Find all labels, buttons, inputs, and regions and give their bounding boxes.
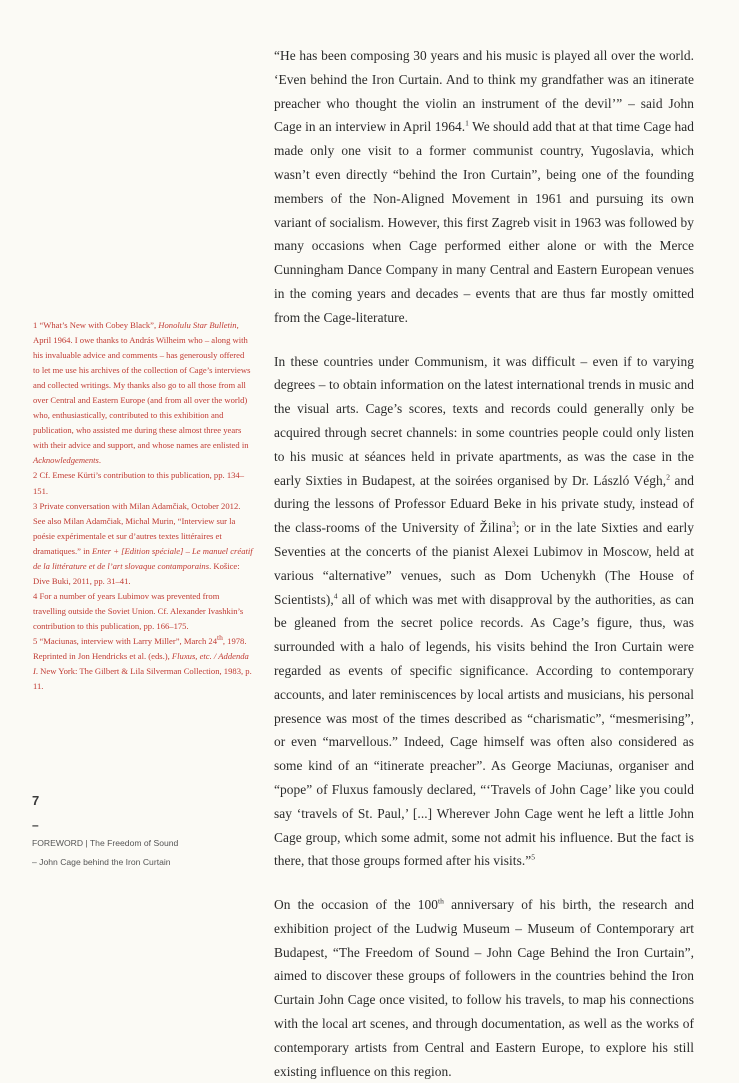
footnote-3-title: Enter + [Edition spéciale] – Le manuel créatif de la littérature et de l’art slovaque contamporains — [33, 545, 253, 571]
paragraph-2-part-b: and during the lessons of Professor Eduard Beke in his private study, instead of the class-rooms of the University of Žilina — [274, 472, 694, 536]
footnote-5 — [33, 634, 253, 694]
paragraph-3-part-b: anniversary of his birth, the research and exhibition project of the Ludwig Museum – Museum of Contemporary art Budapest, “The Freedom of Sound – John Cage Behind the Iron Curtain”, aimed to discover these groups of followers in the countries behind the Iron Curtain John Cage once visited, to follow his travels, to map his connections with the local art scenes, and through documentation, as well as the works of contemporary artists from Central and Eastern Europe, to explore his still existing influence on this region. — [274, 897, 694, 1079]
footnote-ref-3: 3 — [511, 519, 516, 529]
running-title-line-2: – John Cage behind the Iron Curtain — [32, 857, 171, 867]
footnote-3-text-b: . Košice: Dive Buki, 2011, pp. 31–41. — [33, 560, 240, 586]
paragraph-2 — [274, 350, 694, 874]
footnote-1-title: Honolulu Star Bulletin — [158, 320, 237, 330]
page-number-dash: – — [32, 818, 39, 832]
running-title — [32, 834, 178, 872]
footnotes-column — [33, 318, 253, 694]
running-title-line-1: FOREWORD | The Freedom of Sound — [32, 838, 179, 848]
paragraph-2-part-d: all of which was met with disapproval by the authorities, as can be gleaned from the secret police records. As Cage’s figure, thus, was surrounded with a halo of legends, his visits behind the Iron Curtain were regarded as events of specific significance. According to contemporary accounts, and later reminiscences by local artists and musicians, his personal presence was most of the times described as “charismatic”, “mesmerising”, or even “marvellous.” Indeed, Cage himself was often also considered as some kind of an “itinerate preacher”. As George Maciunas, organiser and “pope” of Fluxus famously declared, “‘Travels of John Cage’ like you could say ‘travels of St. Paul,’ [...] Wherever John Cage went he left a little John Cage group, which some admit, some not admit his influence. But the fact is there, that those groups formed after his visits.” — [274, 591, 694, 869]
footnote-5-end: . New York: The Gilbert & Lila Silverman Collection, 1983, p. 11. — [33, 666, 252, 692]
paragraph-2-part-c: ; or in the late Sixties and early Seventies at the concerts of the pianist Alexei Lubimov in Moscow, held at various “alternative” venues, such as Dom Uchenykh (The House of Scientists), — [274, 520, 694, 607]
paragraph-3-part-a: On the occasion of the 100 — [274, 897, 438, 913]
footnote-3 — [33, 499, 253, 589]
footnote-ref-2: 2 — [666, 472, 671, 482]
paragraph-1-part-b: We should add that at that time Cage had made only one visit to a former communist country, Yugoslavia, which wasn’t even directly “behind the Iron Curtain”, being one of the founding members of the Non-Aligned Movement in 1961 and pursuing its own variant of socialism. However, this first Zagreb visit in 1963 was followed by many occasions when Cage performed either alone or with the Merce Cunningham Dance Company in many Central and Eastern European venues in the coming years and decades – events that are thus far mostly omitted from the Cage-literature. — [274, 119, 695, 325]
main-text-column — [274, 44, 694, 1083]
footnote-1-text: 1 “What’s New with Cobey Black”, — [33, 320, 159, 330]
ordinal-suffix: th — [438, 896, 444, 906]
footnote-5-ordinal: th — [217, 633, 223, 643]
footnote-5-title: Fluxus, etc. / Addenda I — [33, 651, 249, 677]
paragraph-3 — [274, 893, 694, 1083]
page-number: 7 — [32, 793, 40, 808]
paragraph-2-part-a: In these countries under Communism, it was difficult – even if to varying degrees – to obtain information on the latest international trends in music and the visual arts. Cage’s scores, texts and records could generally only be acquired through secret channels: in some countries people could only listen to his music at séances held in private apartments, as was the case in the early Sixties in Budapest, at the soirées organised by Dr. László Végh, — [274, 353, 694, 488]
paragraph-1 — [274, 44, 694, 330]
footnote-ref-1: 1 — [465, 118, 469, 128]
footnote-1-acknowledgements: Acknowledgements — [33, 455, 99, 466]
footnote-ref-4: 4 — [333, 591, 338, 601]
paragraph-1-part-a: “He has been composing 30 years and his music is played all over the world. ‘Even behind the Iron Curtain. And to think my grandfather was an itinerate preacher who thought the violin an instrument of the devil’” – said John Cage in an interview in April 1964. — [274, 48, 694, 135]
footnote-5-text: 5 “Maciunas, interview with Larry Miller”, March 24 — [33, 635, 217, 646]
footnote-1-end: . — [98, 455, 102, 466]
footnote-5-text-b: , 1978. Reprinted in Jon Hendricks et al. (eds.), — [33, 635, 247, 662]
footnote-3-text: 3 Private conversation with Milan Adamčiak, October 2012. See also Milan Adamčiak, Michal Murin, “Interview sur la poésie expérimentale et sur d’autres textes littéraires et dramatiques.” in — [33, 500, 241, 556]
footnote-4: 4 For a number of years Lubimov was prevented from travelling outside the Soviet Union. Cf. Alexander Ivashkin’s contribution to this publication, pp. 166–175. — [33, 590, 244, 631]
footnote-1-text-b: , April 1964. I owe thanks to András Wilheim who – along with his invaluable advice and comments – has generously offered to let me use his archives of the collection of Cage’s interviews and collected writings. My thanks also go to all those from all over Central and Eastern Europe (and from all over the world) who, enthusiastically, contributed to this exhibition and publication, who assisted me during these almost three years with their advice and support, and whose names are enlisted in — [33, 320, 251, 451]
footnote-2: 2 Cf. Emese Kürti’s contribution to this publication, pp. 134–151. — [33, 470, 245, 496]
footnote-ref-5: 5 — [531, 852, 536, 862]
footnote-1 — [33, 318, 253, 468]
